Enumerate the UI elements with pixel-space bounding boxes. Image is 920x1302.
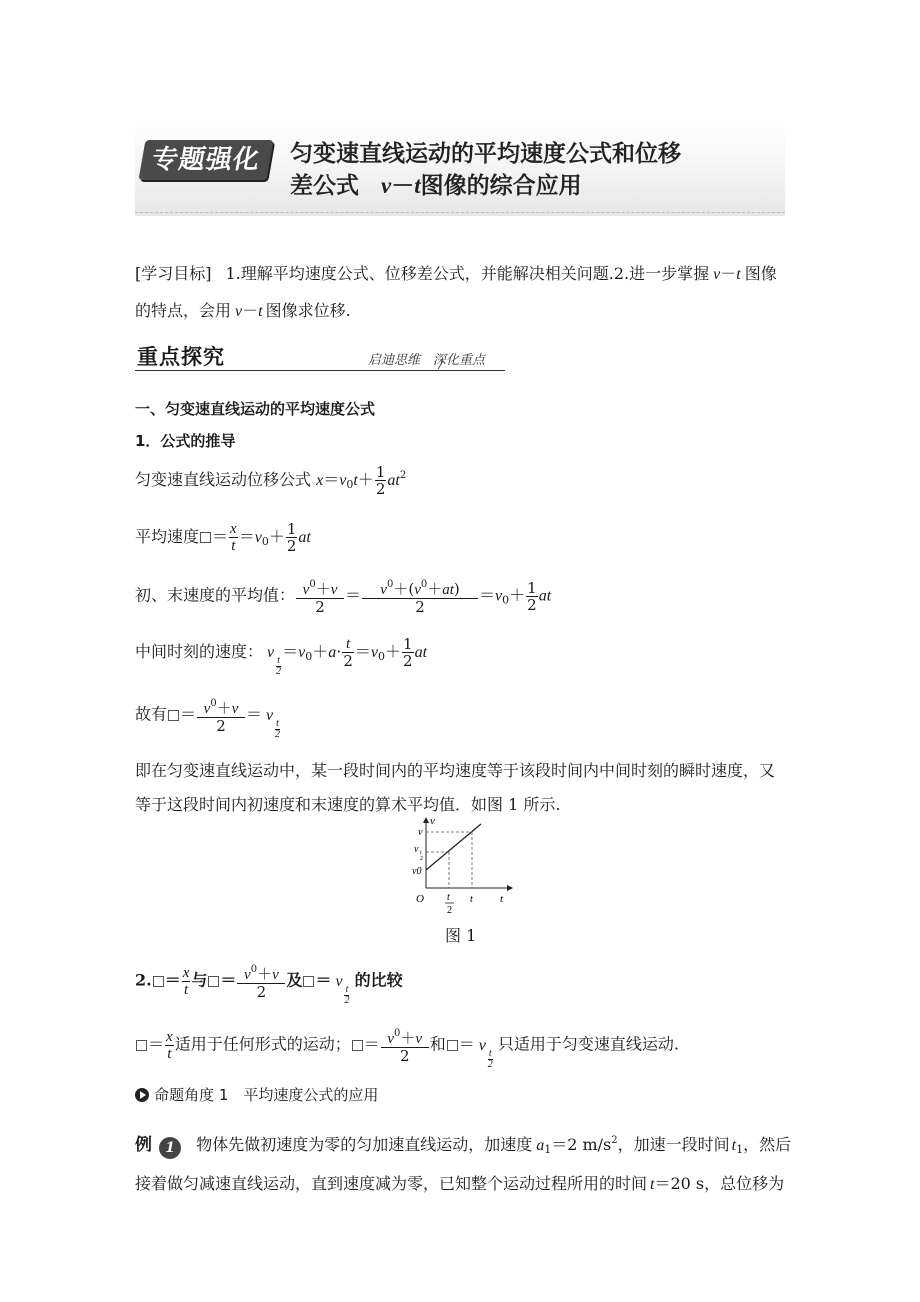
example-number-badge: 1 (159, 1137, 181, 1159)
page-title (290, 138, 681, 202)
formula-average-velocity: 平均速度 ＝ $\frac{x}{t}$ $=v_0+$ $\frac{1}{2}$ at (135, 520, 311, 555)
example-label: 例 (135, 1135, 152, 1155)
v-tick-label: v (418, 827, 423, 838)
formula-initial-final-average: 初、末速度的平均值： $\frac{v^0+v}{2}$ ＝ $\frac{v^0+(v^0+at)}{2}$ $=v_0+$ $\frac{1}{2}$ at (135, 578, 552, 616)
thalf-den: 2 (447, 905, 452, 916)
formula-displacement: 匀变速直线运动位移公式 $x=v_0t+$ $\frac{1}{2}$ $at^2$ (135, 463, 407, 498)
explanation-paragraph: 即在匀变速直线运动中，某一段时间内的平均速度等于该段时间内中间时刻的瞬时速度，又 等于这段时间内初速度和末速度的算术平均值．如图 1 所示. (135, 761, 776, 814)
v0-tick-label: v0 (412, 866, 422, 877)
example-1 (135, 1124, 791, 1202)
learning-objectives (135, 256, 777, 330)
thalf-num: t (447, 892, 450, 903)
title-line-2: 差公式 v－t图像的综合应用 (290, 172, 582, 199)
formula-mid-time-velocity: 中间时刻的速度： v t 2 $=v_0+a\cdot$ $\frac{t}{2}$ $=v_0+$ $\frac{1}{2}$ at (135, 635, 428, 677)
topic-badge (138, 140, 273, 180)
example-1-line-1: 例 1 物体先做初速度为零的匀加速直线运动，加速度 $a_1=2$ $m/s^2$，加速一段时间 $t_1$，然后 (135, 1124, 791, 1167)
section-subtitle: 启迪思维 深化重点 (368, 353, 486, 368)
v-axis-label: v (430, 815, 435, 827)
comparison-line: ＝ $\frac{x}{t}$ 适用于任何形式的运动； ＝ $\frac{v^0+v}{2}$ 和 ＝ v t 2 只适用于匀变速直线运动. (135, 1026, 679, 1064)
formula-conclusion: 故有 ＝ $\frac{v^0+v}{2}$ ＝ v t 2 (135, 698, 281, 740)
vbar-symbol (200, 532, 211, 543)
example-1-line-2: 接着做匀减速直线运动，直到速度减为零，已知整个运动过程所用的时间 t＝20 s，总位移为 (135, 1174, 785, 1193)
vhalf-sub-2: 2 (420, 856, 423, 862)
objectives-line-1: [学习目标] 1.理解平均速度公式、位移差公式，并能解决相关问题.2.进一步掌握 v－t 图像 (135, 264, 777, 283)
subsection-2-heading: 2. ＝ $\frac{x}{t}$ 与 ＝ $\frac{v^0+v}{2}$ 及 ＝ v t 2 的比较 (135, 964, 403, 1006)
section-title-underline (135, 370, 505, 371)
header-dashed-line (135, 212, 785, 213)
velocity-line (426, 824, 481, 870)
vhalf-tick-label: v (414, 844, 419, 855)
section-title: 重点探究 (137, 345, 225, 369)
t-axis-label: t (500, 893, 504, 905)
objectives-line-2: 的特点，会用 v－t 图像求位移. (135, 301, 351, 320)
topic-badge-text: 专题强化 (149, 145, 263, 175)
figure-1-vt-graph (390, 812, 520, 917)
section-1-heading: 一、匀变速直线运动的平均速度公式 (135, 400, 376, 418)
title-line-1: 匀变速直线运动的平均速度公式和位移 (290, 140, 681, 167)
vhalf-sub-t: t (420, 850, 422, 856)
question-angle-label: 命题角度 1 平均速度公式的应用 (154, 1086, 379, 1104)
subsection-1-heading: 1．公式的推导 (135, 432, 236, 450)
figure-1-caption: 图 1 (445, 926, 477, 945)
question-angle (135, 1084, 378, 1106)
t-end-label: t (470, 894, 473, 905)
origin-label: O (416, 893, 424, 905)
play-circle-icon (135, 1088, 149, 1102)
objectives-label: [学习目标] (135, 264, 212, 283)
